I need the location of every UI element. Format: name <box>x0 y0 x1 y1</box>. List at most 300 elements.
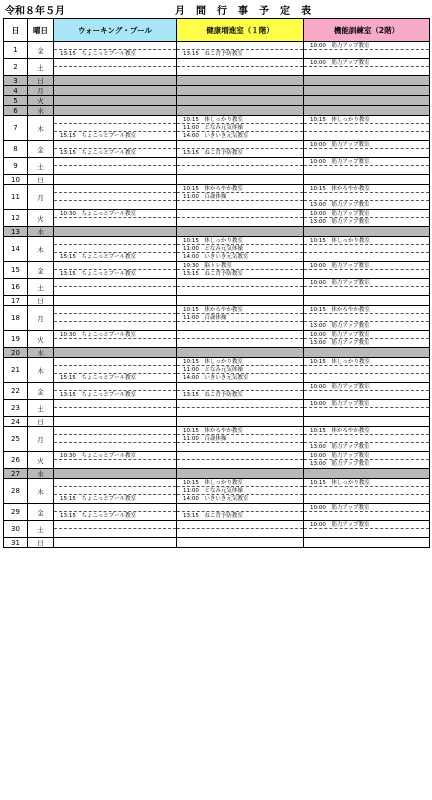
pool-cell <box>54 210 177 227</box>
weekday: 日 <box>28 296 54 306</box>
day-row <box>4 331 430 348</box>
health-cell <box>177 106 304 116</box>
schedule-entry <box>54 201 176 209</box>
schedule-entry <box>54 218 176 226</box>
day-row <box>4 427 430 452</box>
schedule-entry <box>304 50 429 58</box>
day-row <box>4 59 430 76</box>
schedule-entry <box>177 521 303 529</box>
function-cell <box>304 296 430 306</box>
schedule-entry: 14:00 いきいき元気教室 <box>183 496 249 502</box>
pool-cell <box>54 237 177 262</box>
schedule-entry <box>177 322 303 330</box>
weekday: 金 <box>28 262 54 279</box>
schedule-entry <box>54 237 176 245</box>
function-cell <box>304 417 430 427</box>
function-cell <box>304 106 430 116</box>
schedule-entry <box>54 460 176 468</box>
pool-cell <box>54 279 177 296</box>
schedule-entry <box>54 176 176 184</box>
schedule-entry <box>54 193 176 201</box>
day-number: 20 <box>4 348 28 358</box>
function-cell <box>304 427 430 452</box>
day-row <box>4 86 430 96</box>
day-row <box>4 210 430 227</box>
schedule-entry <box>177 87 303 95</box>
day-number: 29 <box>4 504 28 521</box>
day-row <box>4 106 430 116</box>
schedule-entry <box>304 349 429 357</box>
pool-cell <box>54 86 177 96</box>
schedule-entry <box>54 158 176 166</box>
schedule-entry <box>177 166 303 174</box>
schedule-entry: 13:00 筋力アップ教室 <box>310 461 370 467</box>
day-number: 16 <box>4 279 28 296</box>
function-cell <box>304 383 430 400</box>
pool-cell <box>54 504 177 521</box>
schedule-entry <box>54 470 176 478</box>
day-number: 30 <box>4 521 28 538</box>
function-cell <box>304 538 430 548</box>
weekday: 日 <box>28 76 54 86</box>
schedule-entry <box>177 141 303 149</box>
pool-cell <box>54 348 177 358</box>
schedule-entry: 11:00 となみ元気体操 <box>177 124 303 132</box>
weekday: 水 <box>28 227 54 237</box>
day-number: 23 <box>4 400 28 417</box>
schedule-entry <box>177 539 303 547</box>
day-number: 2 <box>4 59 28 76</box>
weekday: 月 <box>28 427 54 452</box>
day-row <box>4 116 430 141</box>
pool-cell <box>54 59 177 76</box>
schedule-entry: 11:00 百歳体操 <box>177 314 303 322</box>
health-cell <box>177 427 304 452</box>
day-number: 11 <box>4 185 28 210</box>
schedule-entry <box>177 297 303 305</box>
function-cell <box>304 76 430 86</box>
schedule-entry <box>177 504 303 512</box>
schedule-entry <box>54 297 176 305</box>
schedule-entry <box>177 408 303 416</box>
pool-cell <box>54 383 177 400</box>
function-cell <box>304 185 430 210</box>
schedule-entry <box>54 97 176 105</box>
schedule-entry <box>177 176 303 184</box>
day-number: 12 <box>4 210 28 227</box>
function-cell <box>304 306 430 331</box>
schedule-entry <box>177 349 303 357</box>
function-cell <box>304 262 430 279</box>
day-row <box>4 96 430 106</box>
schedule-entry <box>304 270 429 278</box>
schedule-entry: 15:15 ちょこっとプール教室 <box>60 496 136 502</box>
schedule-entry: 10:15 体かろやか教室 <box>177 427 303 435</box>
schedule-entry <box>304 366 429 374</box>
pool-cell <box>54 106 177 116</box>
health-cell <box>177 469 304 479</box>
schedule-entry: 10:15 体しっかり教室 <box>177 116 303 124</box>
health-cell <box>177 76 304 86</box>
schedule-entry <box>177 400 303 408</box>
schedule-entry <box>304 149 429 157</box>
schedule-entry <box>54 77 176 85</box>
schedule-entry <box>54 87 176 95</box>
schedule-entry: 10:00 筋力アップ教室 <box>304 210 429 218</box>
schedule-entry: 10:15 体しっかり教室 <box>304 479 429 487</box>
health-cell <box>177 296 304 306</box>
schedule-entry: 13:15 ちょこっとプール教室 <box>60 150 136 156</box>
schedule-entry <box>54 418 176 426</box>
schedule-entry: 10:00 筋力アップ教室 <box>304 279 429 287</box>
schedule-entry <box>304 132 429 140</box>
schedule-entry: 10:30 脳トレ教室 <box>177 262 303 270</box>
health-cell <box>177 417 304 427</box>
schedule-entry <box>54 185 176 193</box>
header-health-room: 健康増進室（１階） <box>177 19 304 42</box>
weekday: 金 <box>28 383 54 400</box>
schedule-entry: 11:00 となみ元気体操 <box>177 366 303 374</box>
function-cell <box>304 358 430 383</box>
era-month: 令和８年５月 <box>5 6 65 17</box>
schedule-entry: 13:15 ねこ背予防教室 <box>183 51 243 57</box>
health-cell <box>177 116 304 141</box>
schedule-entry: 13:15 ねこ背予防教室 <box>183 150 243 156</box>
day-number: 19 <box>4 331 28 348</box>
schedule-entry: 14:00 いきいき元気教室 <box>183 133 249 139</box>
schedule-entry <box>177 42 303 50</box>
header-function-room: 機能訓練室（2階） <box>304 19 430 42</box>
pool-cell <box>54 417 177 427</box>
schedule-entry <box>177 107 303 115</box>
header-pool: ウォーキング・プール <box>54 19 177 42</box>
schedule-entry <box>177 460 303 468</box>
day-row <box>4 42 430 59</box>
schedule-entry <box>304 418 429 426</box>
schedule-entry <box>54 124 176 132</box>
schedule-entry: 13:00 筋力アップ教室 <box>310 202 370 208</box>
schedule-entry <box>304 176 429 184</box>
health-cell <box>177 175 304 185</box>
schedule-entry <box>177 452 303 460</box>
schedule-entry <box>177 67 303 75</box>
function-cell <box>304 141 430 158</box>
schedule-entry: 10:15 体しっかり教室 <box>304 237 429 245</box>
pool-cell <box>54 521 177 538</box>
pool-cell <box>54 141 177 158</box>
day-number: 1 <box>4 42 28 59</box>
schedule-entry <box>54 59 176 67</box>
health-cell <box>177 306 304 331</box>
function-cell <box>304 521 430 538</box>
health-cell <box>177 479 304 504</box>
schedule-entry <box>304 193 429 201</box>
day-number: 4 <box>4 86 28 96</box>
health-cell <box>177 400 304 417</box>
schedule-entry: 10:00 筋力アップ教室 <box>304 262 429 270</box>
day-row <box>4 175 430 185</box>
weekday: 火 <box>28 452 54 469</box>
pool-cell <box>54 175 177 185</box>
day-number: 17 <box>4 296 28 306</box>
health-cell <box>177 227 304 237</box>
health-cell <box>177 210 304 227</box>
schedule-entry <box>304 67 429 75</box>
schedule-entry: 10:15 体かろやか教室 <box>304 185 429 193</box>
schedule-entry: 13:15 ねこ背予防教室 <box>183 271 243 277</box>
schedule-entry <box>177 77 303 85</box>
header-day: 日 <box>4 19 28 42</box>
weekday: 木 <box>28 237 54 262</box>
schedule-entry <box>54 107 176 115</box>
pool-cell <box>54 469 177 479</box>
schedule-entry: 10:30 ちょこっとプール教室 <box>54 331 176 339</box>
schedule-entry <box>177 529 303 537</box>
schedule-entry: 10:00 筋力アップ教室 <box>304 59 429 67</box>
health-cell <box>177 86 304 96</box>
weekday: 日 <box>28 417 54 427</box>
schedule-entry <box>54 435 176 443</box>
health-cell <box>177 331 304 348</box>
health-cell <box>177 504 304 521</box>
weekday: 火 <box>28 331 54 348</box>
weekday: 土 <box>28 59 54 76</box>
weekday: 月 <box>28 306 54 331</box>
schedule-entry <box>54 479 176 487</box>
schedule-entry: 15:15 ちょこっとプール教室 <box>60 133 136 139</box>
day-number: 13 <box>4 227 28 237</box>
schedule-entry <box>304 287 429 295</box>
schedule-entry <box>304 228 429 236</box>
schedule-entry: 13:00 筋力アップ教室 <box>310 340 370 346</box>
weekday: 火 <box>28 96 54 106</box>
schedule-entry <box>54 443 176 451</box>
schedule-entry: 10:15 体しっかり教室 <box>304 358 429 366</box>
pool-cell <box>54 400 177 417</box>
function-cell <box>304 469 430 479</box>
header-row <box>4 19 430 42</box>
schedule-entry <box>54 383 176 391</box>
schedule-entry <box>54 279 176 287</box>
schedule-entry: 11:00 となみ元気体操 <box>177 487 303 495</box>
schedule-entry: 10:00 筋力アップ教室 <box>304 400 429 408</box>
pool-cell <box>54 158 177 175</box>
schedule-entry <box>54 141 176 149</box>
schedule-entry: 13:00 筋力アップ教室 <box>310 323 370 329</box>
weekday: 月 <box>28 185 54 210</box>
function-cell <box>304 331 430 348</box>
day-number: 6 <box>4 106 28 116</box>
schedule-entry <box>54 487 176 495</box>
day-row <box>4 185 430 210</box>
schedule-entry <box>177 158 303 166</box>
weekday: 日 <box>28 175 54 185</box>
day-row <box>4 262 430 279</box>
schedule-entry <box>304 124 429 132</box>
day-row <box>4 521 430 538</box>
schedule-table <box>3 18 430 548</box>
schedule-entry <box>177 383 303 391</box>
day-number: 18 <box>4 306 28 331</box>
schedule-entry: 15:15 ちょこっとプール教室 <box>60 254 136 260</box>
weekday: 木 <box>28 358 54 383</box>
schedule-entry: 14:00 いきいき元気教室 <box>183 375 249 381</box>
pool-cell <box>54 227 177 237</box>
schedule-entry <box>304 408 429 416</box>
health-cell <box>177 279 304 296</box>
day-row <box>4 348 430 358</box>
day-number: 31 <box>4 538 28 548</box>
pool-cell <box>54 296 177 306</box>
schedule-entry <box>177 228 303 236</box>
schedule-entry: 10:15 体かろやか教室 <box>304 427 429 435</box>
schedule-entry: 13:00 筋力アップ教室 <box>310 219 370 225</box>
schedule-entry <box>54 245 176 253</box>
schedule-entry: 10:00 筋力アップ教室 <box>304 158 429 166</box>
schedule-entry: 10:00 筋力アップ教室 <box>304 452 429 460</box>
function-cell <box>304 452 430 469</box>
day-number: 7 <box>4 116 28 141</box>
weekday: 土 <box>28 158 54 175</box>
day-row <box>4 452 430 469</box>
schedule-entry <box>54 322 176 330</box>
schedule-entry <box>304 107 429 115</box>
health-cell <box>177 383 304 400</box>
health-cell <box>177 538 304 548</box>
schedule-entry <box>54 228 176 236</box>
schedule-entry <box>304 245 429 253</box>
day-number: 10 <box>4 175 28 185</box>
schedule-entry: 10:15 体かろやか教室 <box>177 306 303 314</box>
weekday: 土 <box>28 400 54 417</box>
schedule-entry <box>177 59 303 67</box>
day-number: 3 <box>4 76 28 86</box>
weekday: 金 <box>28 42 54 59</box>
schedule-entry <box>304 487 429 495</box>
schedule-entry <box>54 67 176 75</box>
health-cell <box>177 141 304 158</box>
schedule-entry: 10:30 ちょこっとプール教室 <box>54 452 176 460</box>
weekday: 水 <box>28 106 54 116</box>
schedule-entry: 10:15 体しっかり教室 <box>177 479 303 487</box>
weekday: 金 <box>28 504 54 521</box>
schedule-entry: 13:15 ちょこっとプール教室 <box>60 513 136 519</box>
schedule-entry: 13:15 ねこ背予防教室 <box>183 513 243 519</box>
schedule-entry <box>177 287 303 295</box>
schedule-entry: 13:15 ちょこっとプール教室 <box>60 51 136 57</box>
day-number: 25 <box>4 427 28 452</box>
schedule-entry <box>304 529 429 537</box>
weekday: 土 <box>28 279 54 296</box>
pool-cell <box>54 358 177 383</box>
health-cell <box>177 358 304 383</box>
schedule-entry: 13:15 ちょこっとプール教室 <box>60 271 136 277</box>
schedule-entry: 13:15 ちょこっとプール教室 <box>60 392 136 398</box>
day-row <box>4 296 430 306</box>
day-row <box>4 504 430 521</box>
schedule-entry <box>304 77 429 85</box>
schedule-entry <box>304 97 429 105</box>
schedule-entry <box>54 427 176 435</box>
weekday: 金 <box>28 141 54 158</box>
weekday: 火 <box>28 210 54 227</box>
schedule-entry <box>54 358 176 366</box>
schedule-entry <box>304 314 429 322</box>
schedule-entry: 10:00 筋力アップ教室 <box>304 521 429 529</box>
schedule-entry: 10:15 体しっかり教室 <box>177 358 303 366</box>
health-cell <box>177 158 304 175</box>
day-number: 8 <box>4 141 28 158</box>
day-row <box>4 383 430 400</box>
schedule-entry <box>54 529 176 537</box>
schedule-entry: 10:15 体しっかり教室 <box>304 116 429 124</box>
schedule-entry <box>54 521 176 529</box>
day-number: 21 <box>4 358 28 383</box>
day-row <box>4 417 430 427</box>
schedule-entry <box>54 400 176 408</box>
schedule-entry <box>304 391 429 399</box>
health-cell <box>177 262 304 279</box>
schedule-entry: 10:00 筋力アップ教室 <box>304 504 429 512</box>
day-number: 22 <box>4 383 28 400</box>
day-number: 9 <box>4 158 28 175</box>
schedule-entry <box>304 374 429 382</box>
weekday: 月 <box>28 86 54 96</box>
weekday: 土 <box>28 521 54 538</box>
weekday: 木 <box>28 479 54 504</box>
function-cell <box>304 479 430 504</box>
health-cell <box>177 96 304 106</box>
schedule-entry: 10:00 筋力アップ教室 <box>304 331 429 339</box>
function-cell <box>304 86 430 96</box>
weekday: 日 <box>28 538 54 548</box>
schedule-entry <box>54 262 176 270</box>
pool-cell <box>54 116 177 141</box>
pool-cell <box>54 427 177 452</box>
day-row <box>4 237 430 262</box>
pool-cell <box>54 331 177 348</box>
header-weekday: 曜日 <box>28 19 54 42</box>
function-cell <box>304 96 430 106</box>
function-cell <box>304 42 430 59</box>
day-row <box>4 538 430 548</box>
schedule-entry <box>304 166 429 174</box>
schedule-entry: 10:30 ちょこっとプール教室 <box>54 210 176 218</box>
weekday: 水 <box>28 348 54 358</box>
schedule-entry <box>304 470 429 478</box>
function-cell <box>304 279 430 296</box>
schedule-entry <box>54 339 176 347</box>
health-cell <box>177 452 304 469</box>
pool-cell <box>54 96 177 106</box>
pool-cell <box>54 262 177 279</box>
schedule-entry: 15:15 ちょこっとプール教室 <box>60 375 136 381</box>
pool-cell <box>54 479 177 504</box>
day-row <box>4 76 430 86</box>
health-cell <box>177 59 304 76</box>
schedule-entry <box>304 87 429 95</box>
health-cell <box>177 521 304 538</box>
function-cell <box>304 348 430 358</box>
schedule-entry <box>54 314 176 322</box>
schedule-entry <box>54 366 176 374</box>
schedule-entry <box>54 116 176 124</box>
schedule-entry: 11:00 となみ元気体操 <box>177 245 303 253</box>
schedule-entry: 10:15 体かろやか教室 <box>304 306 429 314</box>
schedule-entry: 10:00 筋力アップ教室 <box>304 383 429 391</box>
schedule-entry <box>177 443 303 451</box>
schedule-entry <box>54 349 176 357</box>
